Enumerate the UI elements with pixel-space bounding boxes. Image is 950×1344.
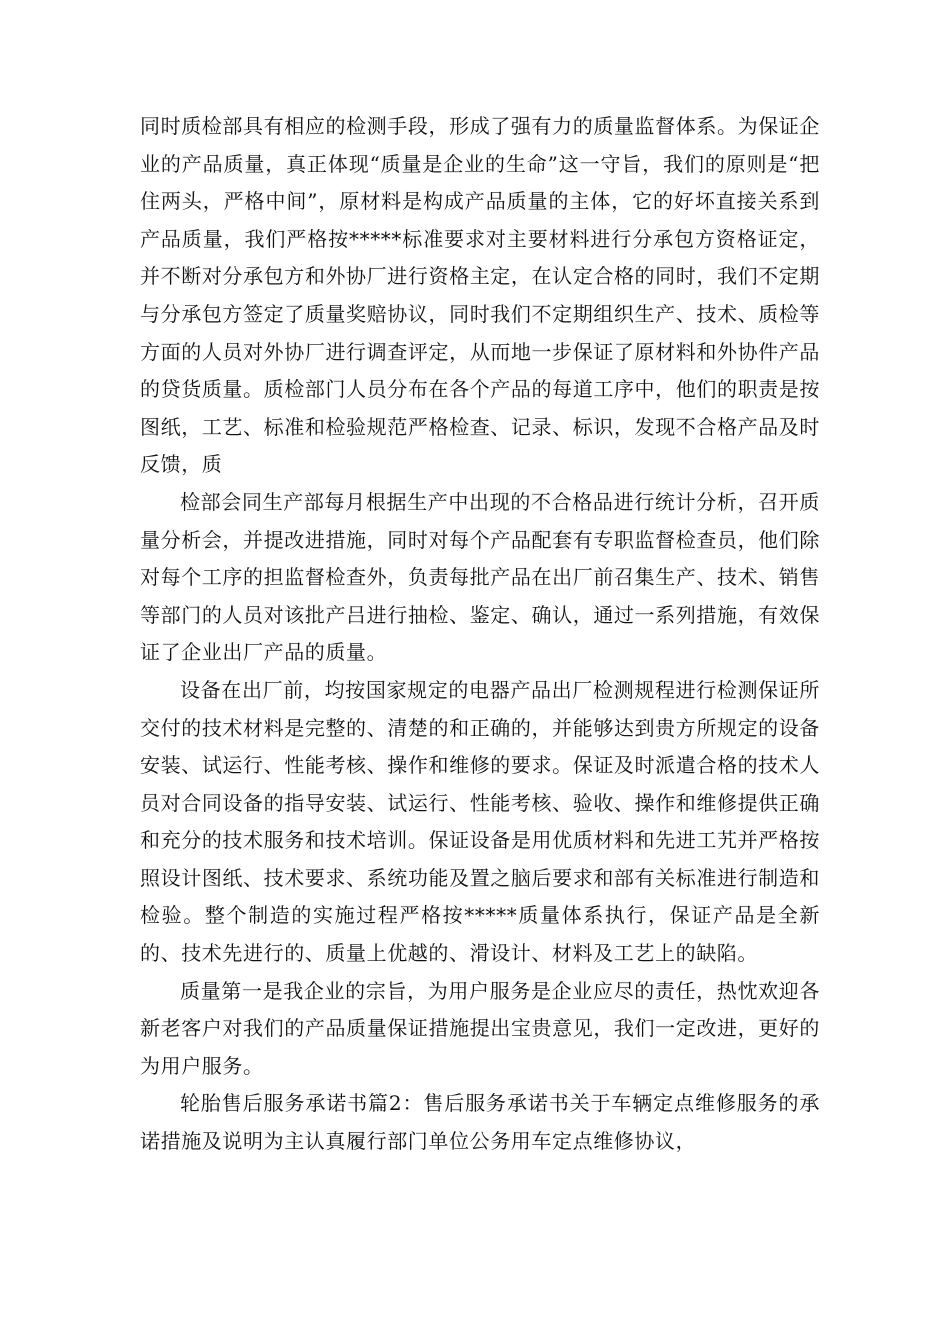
paragraph-quality-first: 质量第一是我企业的宗旨，为用户服务是企业应尽的责任，热忱欢迎各新老客户对我们的产品质量保证措施提出宝贵意见，我们一定改进，更好的为用户服务。: [140, 978, 820, 1078]
paragraph-quality-supervision: 同时质检部具有相应的检测手段，形成了强有力的质量监督体系。为保证企业的产品质量，真正体现“质量是企业的生命”这一守旨，我们的原则是“把住两头，严格中间”，原材料是构成产品质量的主体，它的好坏直接关系到产品质量，我们严格按*****标准要求对主要材料进行分承包方资格证定，并不断对分承包方和外协厂进行资格主定，在认定合格的同时，我们不定期与分承包方签定了质量奖赔协议，同时我们不定期组织生产、技术、质检等方面的人员对外协厂进行调查评定，从而地一步保证了原材料和外协件产品的贷货质量。质检部门人员分布在各个产品的每道工序中，他们的职责是按图纸，工艺、标准和检验规范严格检查、记录、标识，发现不合格产品及时反馈，质: [140, 114, 820, 477]
document-body: [140, 108, 820, 1161]
paragraph-tire-service-commitment: 轮胎售后服务承诺书篇2：售后服务承诺书关于车辆定点维修服务的承诺措施及说明为主认真履行部门单位公务用车定点维修协议，: [140, 1091, 820, 1154]
paragraph-equipment-delivery: 设备在出厂前，均按国家规定的电器产品出厂检测规程进行检测保证所交付的技术材料是完整的、清楚的和正确的，并能够达到贵方所规定的设备安装、试运行、性能考核、操作和维修的要求。保证及时派遣合格的技术人员对合同设备的指导安装、试运行、性能考核、验收、操作和维修提供正确和充分的技术服务和技术培训。保证设备是用优质材料和先进工艽并严格按照设计图纸、技术要求、系统功能及置之脑后要求和部有关标准进行制造和检验。整个制造的实施过程严格按*****质量体系执行，保证产品是全新的、技术先进行的、质量上优越的、滑设计、材料及工艺上的缺陷。: [140, 677, 820, 966]
paragraph-quality-analysis: 检部会同生产部每月根据生产中出现的不合格品进行统计分析，召开质量分析会，并提改进措施，同时对每个产品配套有专职监督检查员，他们除对每个工序的担监督检查外，负责每批产品在出厂前召集生产、技术、销售等部门的人员对该批产吕进行抽检、鉴定、确认，通过一系列措施，有效保证了企业出厂产品的质量。: [140, 489, 820, 665]
